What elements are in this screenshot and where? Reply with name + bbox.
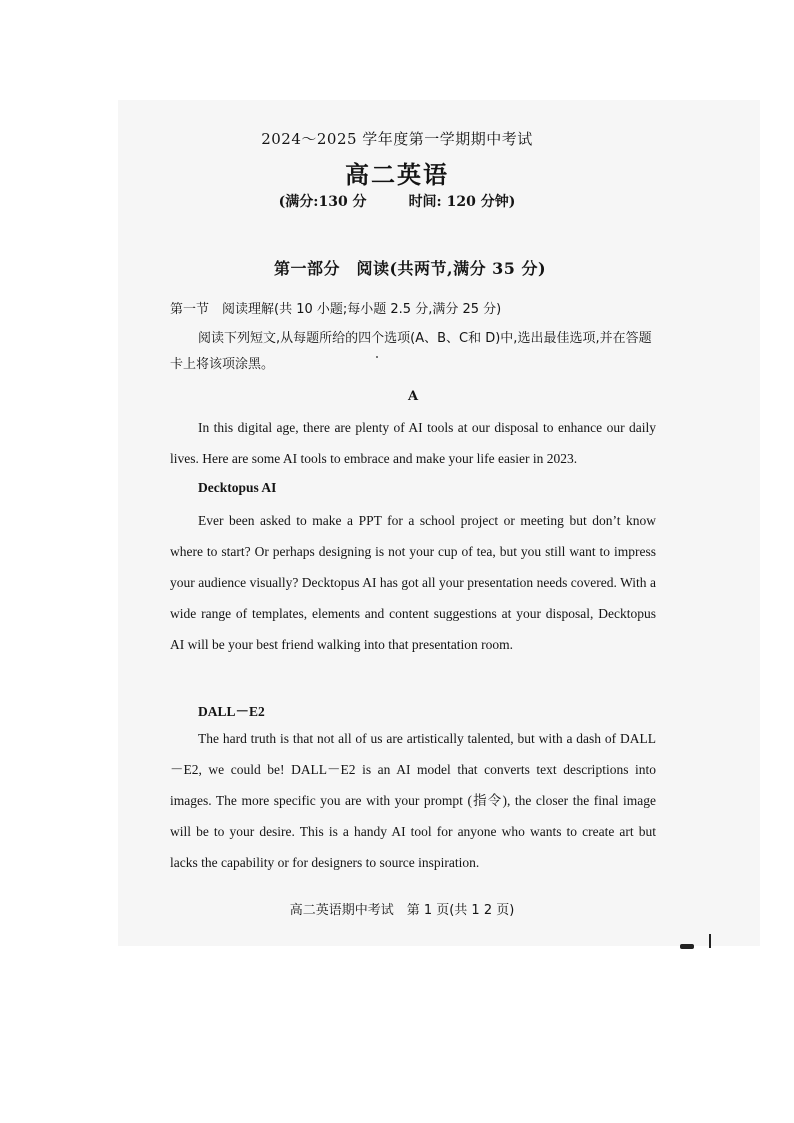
tool-text-decktopus: Ever been asked to make a PPT for a school project or meeting but don’t know where to start? Or perhaps designing is not your cup of tea, but you still want to impress your audience visually? Decktopus AI has got all your presentation needs covered. With a wide range of templates, elements and content suggestions at your disposal, Decktopus AI will be your best friend walking into that presentation room. — [170, 513, 656, 652]
page-footer: 高二英语期中考试 第 1 页(共 1 2 页) — [289, 903, 515, 918]
scan-dot — [376, 356, 378, 358]
passage-label: A — [407, 389, 419, 404]
exam-time: 时间: 120 分钟) — [408, 194, 516, 210]
tool-text-dalle: The hard truth is that not all of us are artistically talented, but with a dash of DALL－E2, we could be! DALL－E2 is an AI model that converts text descriptions into images. The more specific you are with your prompt (指令), the closer the final image will be to your desire. This is a handy AI tool for anyone who wants to create art but lacks the capability or for designers to source inspiration. — [170, 731, 656, 870]
section-one-title: 第一节 阅读理解(共 10 小题;每小题 2.5 分,满分 25 分) — [170, 302, 502, 317]
passage-intro: In this digital age, there are plenty of AI tools at our disposal to enhance our daily lives. Here are some AI tools to embrace and make your life easier in 2023. — [170, 420, 656, 466]
tool-heading-dalle: DALL－E2 — [198, 704, 265, 719]
scan-mark — [680, 944, 694, 949]
subject-title: 高二英语 — [345, 160, 449, 189]
tool-heading-decktopus: Decktopus AI — [198, 480, 277, 495]
score-time-line — [0, 191, 794, 211]
full-score: (满分:130 分 — [278, 194, 367, 210]
instructions: 阅读下列短文,从每题所给的四个选项(A、B、C和 D)中,选出最佳选项,并在答题卡上将该项涂黑。 — [170, 331, 652, 372]
exam-title: 2024～2025 学年度第一学期期中考试 — [261, 130, 533, 148]
scan-bar — [709, 934, 711, 948]
part-one-title: 第一部分 阅读(共两节,满分 35 分) — [273, 259, 547, 278]
